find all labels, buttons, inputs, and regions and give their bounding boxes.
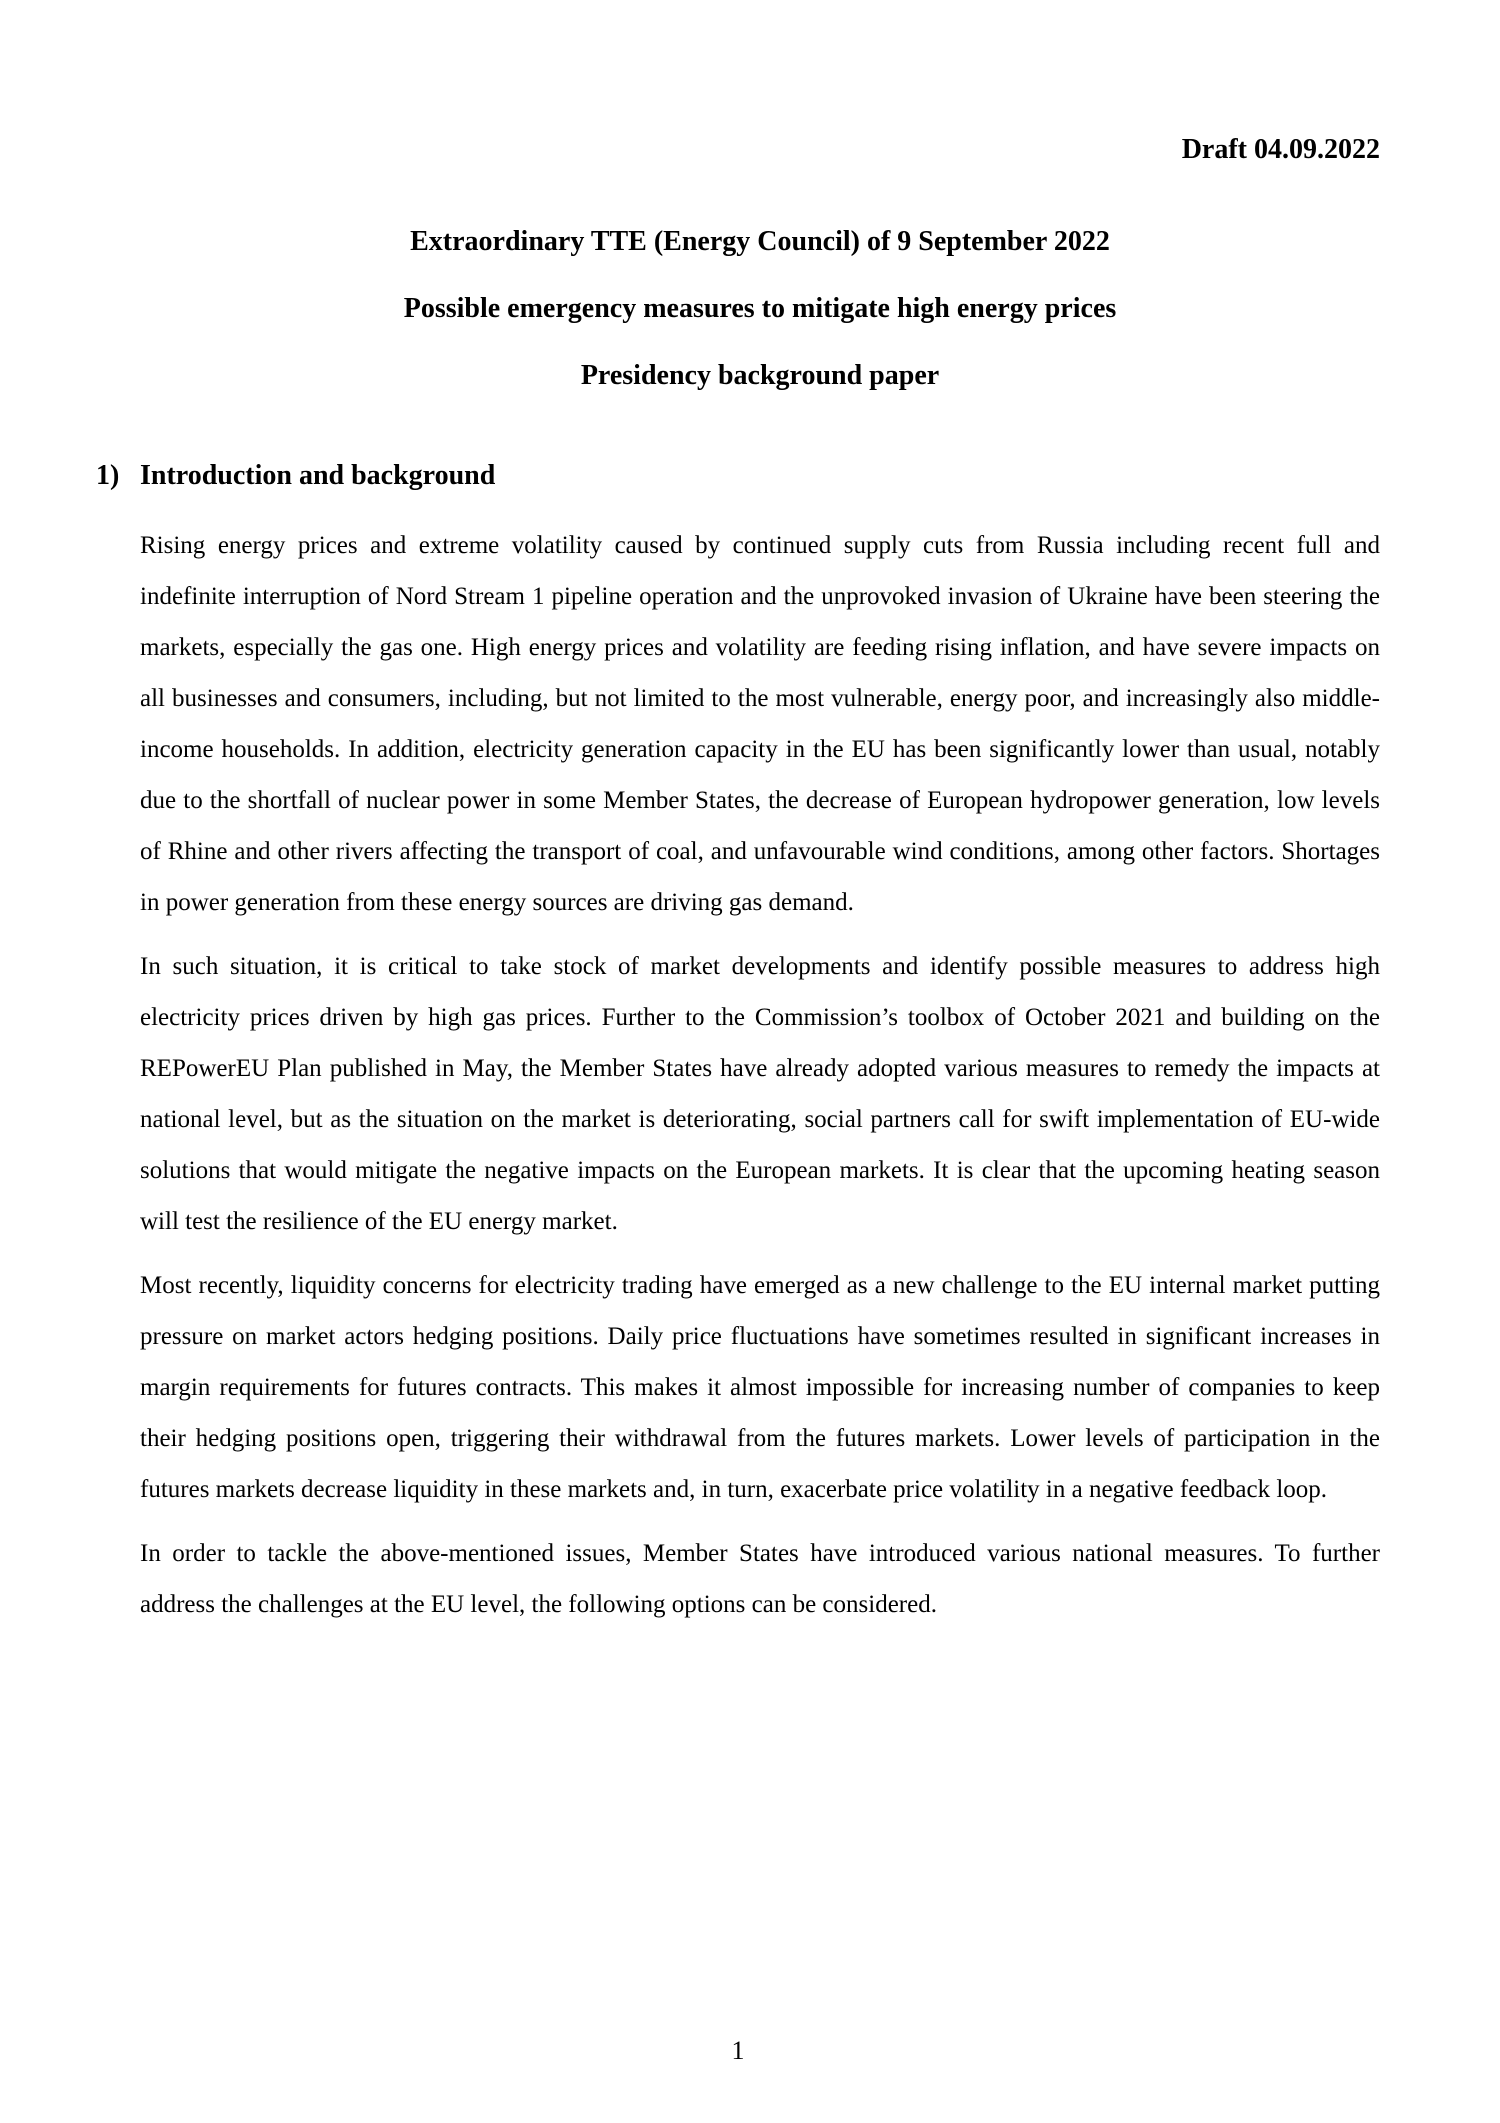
body-paragraph-3: Most recently, liquidity concerns for electricity trading have emerged as a new challenge to the EU internal market putting pressure on market actors hedging positions. Daily price fluctuations have sometimes resulted in significant increases in margin requirements for futures contracts. This makes it almost impossible for increasing number of companies to keep their hedging positions open, triggering their withdrawal from the futures markets. Lower levels of participation in the futures markets decrease liquidity in these markets and, in turn, exacerbate price volatility in a negative feedback loop. xyxy=(140,1272,1380,1503)
body-paragraph-4: In order to tackle the above-mentioned issues, Member States have introduced various national measures. To further address the challenges at the EU level, the following options can be considered. xyxy=(140,1540,1380,1618)
body-paragraph-2: In such situation, it is critical to take stock of market developments and identify possible measures to address high electricity prices driven by high gas prices. Further to the Commission’s toolbox of October 2021 and building on the REPowerEU Plan published in May, the Member States have already adopted various measures to remedy the impacts at national level, but as the situation on the market is deteriorating, social partners call for swift implementation of EU-wide solutions that would mitigate the negative impacts on the European markets. It is clear that the upcoming heating season will test the resilience of the EU energy market. xyxy=(140,953,1380,1235)
document-title-line-3: Presidency background paper xyxy=(580,360,940,391)
section-heading xyxy=(96,458,1380,494)
page-number: 1 xyxy=(731,2036,745,2065)
section-title: Introduction and background xyxy=(140,460,496,491)
title-block xyxy=(140,224,1380,425)
draft-date-label: Draft 04.09.2022 xyxy=(1181,134,1380,165)
body-paragraph-1: Rising energy prices and extreme volatility caused by continued supply cuts from Russia including recent full and indefinite interruption of Nord Stream 1 pipeline operation and the unprovoked invasion of Ukraine have been steering the markets, especially the gas one. High energy prices and volatility are feeding rising inflation, and have severe impacts on all businesses and consumers, including, but not limited to the most vulnerable, energy poor, and increasingly also middle-income households. In addition, electricity generation capacity in the EU has been significantly lower than usual, notably due to the shortfall of nuclear power in some Member States, the decrease of European hydropower generation, low levels of Rhine and other rivers affecting the transport of coal, and unfavourable wind conditions, among other factors. Shortages in power generation from these energy sources are driving gas demand. xyxy=(140,532,1380,916)
section-number: 1) xyxy=(96,460,120,491)
document-title-line-2: Possible emergency measures to mitigate high energy prices xyxy=(403,293,1117,324)
document-title-line-1: Extraordinary TTE (Energy Council) of 9 September 2022 xyxy=(410,226,1110,257)
section-introduction xyxy=(96,458,1380,1643)
